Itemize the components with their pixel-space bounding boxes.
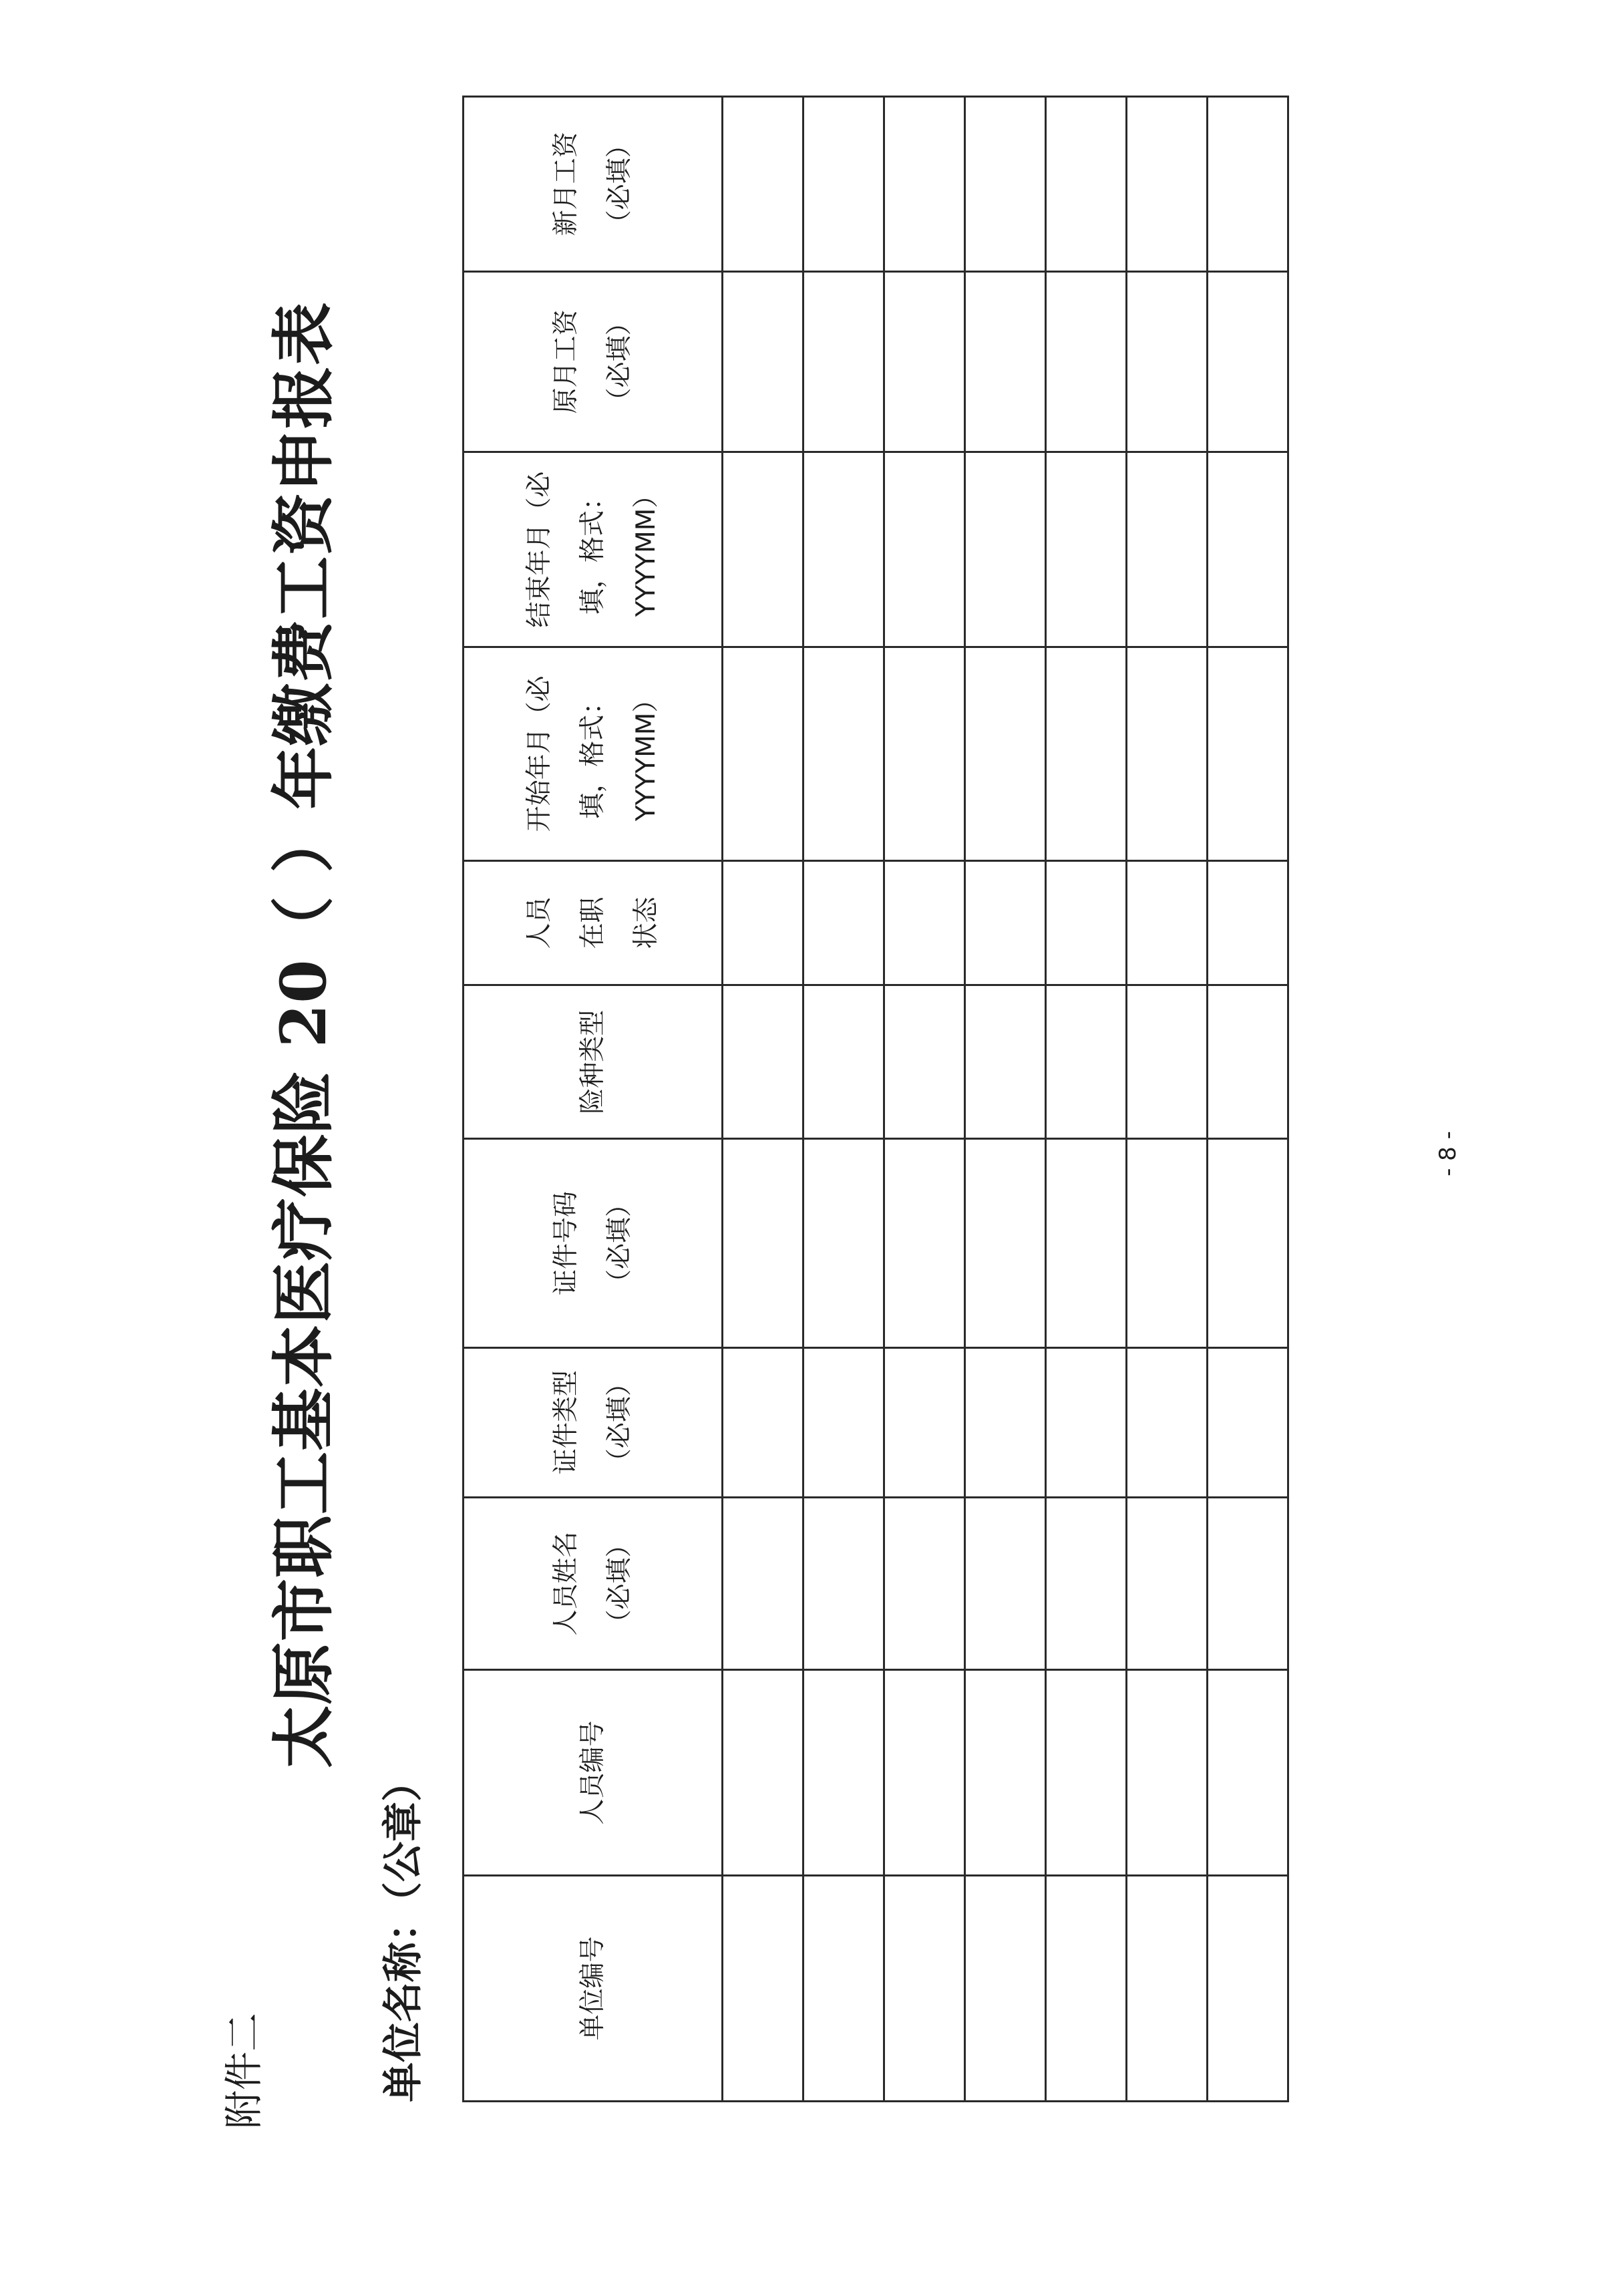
empty-cell[interactable] (803, 861, 884, 985)
column-header-line: 在职 (577, 896, 608, 949)
empty-cell[interactable] (1208, 1139, 1288, 1347)
empty-cell[interactable] (723, 1876, 803, 2102)
column-header-line: 原月工资 (550, 309, 581, 414)
column-header (464, 452, 723, 647)
unit-name-label: 单位名称：（公章） (380, 1762, 427, 2102)
empty-cell[interactable] (1127, 1139, 1208, 1347)
empty-cell[interactable] (803, 271, 884, 452)
empty-cell[interactable] (1208, 647, 1288, 860)
column-header-line: YYYYMM） (631, 482, 661, 617)
empty-cell[interactable] (965, 1497, 1046, 1669)
attachment-label: 附件二 (221, 2012, 266, 2129)
empty-cell[interactable] (1127, 1497, 1208, 1669)
empty-cell[interactable] (884, 97, 965, 272)
column-header (464, 1347, 723, 1497)
empty-cell[interactable] (1127, 1670, 1208, 1876)
column-header-line: 开始年月（必 (524, 675, 554, 832)
column-header-line: 证件号码 (550, 1191, 581, 1296)
column-header-line: （必填） (604, 1191, 635, 1296)
column-header (464, 985, 723, 1139)
empty-cell[interactable] (1046, 1497, 1127, 1669)
empty-cell[interactable] (1208, 985, 1288, 1139)
empty-cell[interactable] (1127, 1347, 1208, 1497)
empty-cell[interactable] (1046, 647, 1127, 860)
empty-cell[interactable] (803, 1347, 884, 1497)
empty-cell[interactable] (1208, 452, 1288, 647)
column-header-line: 险种类型 (577, 1009, 608, 1114)
column-header (464, 1670, 723, 1876)
empty-cell[interactable] (1208, 1497, 1288, 1669)
empty-cell[interactable] (723, 1139, 803, 1347)
empty-cell[interactable] (1046, 452, 1127, 647)
empty-cell[interactable] (1046, 97, 1127, 272)
empty-cell[interactable] (965, 1139, 1046, 1347)
column-header-line: 证件类型 (550, 1370, 581, 1475)
column-header-line: （必填） (604, 132, 635, 236)
empty-cell[interactable] (884, 1497, 965, 1669)
empty-cell[interactable] (1127, 452, 1208, 647)
empty-cell[interactable] (1127, 647, 1208, 860)
empty-cell[interactable] (965, 1670, 1046, 1876)
table-body (723, 97, 1288, 2102)
empty-cell[interactable] (884, 1139, 965, 1347)
column-header-line: YYYYMM） (631, 686, 661, 822)
empty-cell[interactable] (884, 647, 965, 860)
empty-cell[interactable] (803, 97, 884, 272)
empty-cell[interactable] (1046, 1876, 1127, 2102)
column-header (464, 1497, 723, 1669)
empty-cell[interactable] (723, 97, 803, 272)
table-row (884, 97, 965, 2102)
empty-cell[interactable] (965, 271, 1046, 452)
empty-cell[interactable] (965, 861, 1046, 985)
empty-cell[interactable] (1208, 861, 1288, 985)
empty-cell[interactable] (965, 1347, 1046, 1497)
column-header-line: （必填） (604, 1531, 635, 1636)
column-header-line: 填，格式： (577, 688, 608, 819)
empty-cell[interactable] (884, 861, 965, 985)
empty-cell[interactable] (884, 1670, 965, 1876)
column-header (464, 1139, 723, 1347)
column-header-line: （必填） (604, 1370, 635, 1475)
table-row (723, 97, 803, 2102)
empty-cell[interactable] (1127, 97, 1208, 272)
column-header-line: 结束年月（必 (524, 471, 554, 628)
empty-cell[interactable] (1046, 985, 1127, 1139)
empty-cell[interactable] (1046, 1347, 1127, 1497)
table-row (1046, 97, 1127, 2102)
column-header-line: 单位编号 (577, 1936, 608, 2041)
empty-cell[interactable] (803, 985, 884, 1139)
empty-cell[interactable] (1127, 1876, 1208, 2102)
column-header (464, 271, 723, 452)
column-header (464, 647, 723, 860)
empty-cell[interactable] (1208, 271, 1288, 452)
column-header-line: 人员 (524, 896, 554, 949)
empty-cell[interactable] (803, 1497, 884, 1669)
empty-cell[interactable] (965, 647, 1046, 860)
empty-cell[interactable] (723, 861, 803, 985)
empty-cell[interactable] (1208, 1670, 1288, 1876)
table-row (965, 97, 1046, 2102)
empty-cell[interactable] (965, 97, 1046, 272)
empty-cell[interactable] (884, 452, 965, 647)
empty-cell[interactable] (1046, 271, 1127, 452)
empty-cell[interactable] (1127, 985, 1208, 1139)
empty-cell[interactable] (1046, 1139, 1127, 1347)
column-header (464, 1876, 723, 2102)
table-row (1127, 97, 1208, 2102)
empty-cell[interactable] (884, 1347, 965, 1497)
column-header-line: 状态 (631, 896, 661, 949)
empty-cell[interactable] (1208, 1876, 1288, 2102)
column-header-line: 人员编号 (577, 1720, 608, 1825)
column-header-line: 填，格式： (577, 484, 608, 615)
empty-cell[interactable] (803, 647, 884, 860)
column-header-line: 新月工资 (550, 132, 581, 236)
table-row (1208, 97, 1288, 2102)
empty-cell[interactable] (723, 1670, 803, 1876)
empty-cell[interactable] (1046, 1670, 1127, 1876)
column-header (464, 861, 723, 985)
page-number: - 8 - (1435, 1131, 1461, 1176)
empty-cell[interactable] (803, 1876, 884, 2102)
empty-cell[interactable] (884, 1876, 965, 2102)
empty-cell[interactable] (965, 985, 1046, 1139)
empty-cell[interactable] (884, 271, 965, 452)
empty-cell[interactable] (965, 1876, 1046, 2102)
empty-cell[interactable] (1208, 1347, 1288, 1497)
empty-cell[interactable] (723, 647, 803, 860)
empty-cell[interactable] (1127, 861, 1208, 985)
empty-cell[interactable] (723, 271, 803, 452)
empty-cell[interactable] (1127, 271, 1208, 452)
empty-cell[interactable] (1046, 861, 1127, 985)
column-header (464, 97, 723, 272)
column-header-line: （必填） (604, 309, 635, 414)
table-row (803, 97, 884, 2102)
empty-cell[interactable] (803, 452, 884, 647)
empty-cell[interactable] (723, 452, 803, 647)
table-header-row (464, 97, 723, 2102)
empty-cell[interactable] (965, 452, 1046, 647)
empty-cell[interactable] (803, 1139, 884, 1347)
column-header-line: 人员姓名 (550, 1531, 581, 1636)
empty-cell[interactable] (723, 1497, 803, 1669)
empty-cell[interactable] (803, 1670, 884, 1876)
empty-cell[interactable] (723, 1347, 803, 1497)
empty-cell[interactable] (723, 985, 803, 1139)
empty-cell[interactable] (884, 985, 965, 1139)
salary-declaration-table (462, 96, 1289, 2102)
empty-cell[interactable] (1208, 97, 1288, 272)
form-title: 太原市职工基本医疗保险 20（ ）年缴费工资申报表 (267, 301, 341, 1768)
